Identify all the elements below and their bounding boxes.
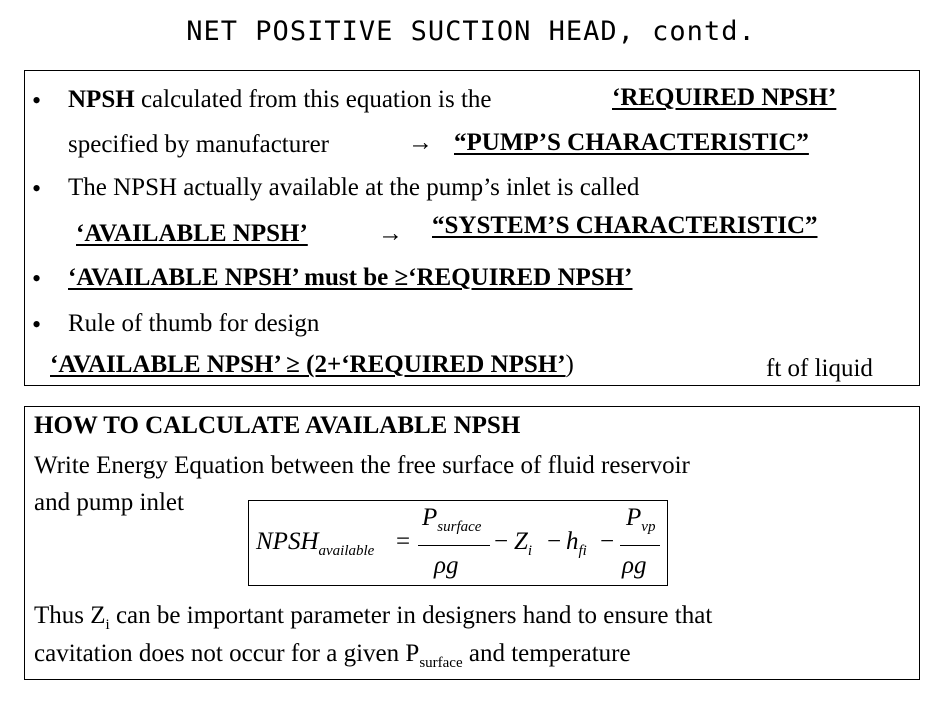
cavitation-text-a: cavitation does not occur for a given P [34,640,420,667]
bullet-1: • [32,86,42,115]
eq-p-surface [422,504,481,536]
bullet-2: • [32,174,42,203]
bullet-3-text: ‘AVAILABLE NPSH’ must be ≥‘REQUIRED NPSH’ [68,264,633,291]
system-characteristic-label: “SYSTEM’S CHARACTERISTIC” [432,212,818,239]
bullet-1-text [68,86,492,114]
eq-p2: P [626,504,642,531]
specified-by-manufacturer: specified by manufacturer [68,131,329,158]
rule-formula-paren: ) [565,351,574,378]
eq-z-sub: i [527,543,533,559]
rule-formula-bold: ‘AVAILABLE NPSH’ ≥ (2+‘REQUIRED NPSH’ [50,351,566,378]
slide-title: NET POSITIVE SUCTION HEAD, contd. [186,16,756,47]
zi-importance-line [34,602,712,634]
eq-h-main: h [566,528,579,555]
required-npsh-label: ‘REQUIRED NPSH’ [612,84,837,111]
eq-rho-g-2: ρg [622,552,647,579]
npsh-bold: NPSH [68,86,135,113]
eq-minus-1: − [494,528,509,555]
pump-inlet-line: and pump inlet [34,489,184,516]
available-npsh-label: ‘AVAILABLE NPSH’ [76,220,308,247]
eq-h-sub: fi [578,543,587,559]
p-surface-sub: surface [419,655,463,671]
eq-z-main: Z [514,528,528,555]
energy-equation-line: Write Energy Equation between the free surface of fluid reservoir [34,452,690,479]
eq-equals: = [396,528,411,555]
unit-label: ft of liquid [766,355,873,382]
cavitation-text-b: and temperature [462,640,631,667]
eq-rho-g-1: ρg [434,552,459,579]
eq-lhs [256,528,374,560]
eq-minus-3: − [600,528,615,555]
eq-minus-2: − [547,528,562,555]
bullet-2-text: The NPSH actually available at the pump’s inlet is called [68,174,640,201]
eq-p1-sub: surface [437,519,482,535]
arrow-icon: → [408,129,433,156]
zi-text-a: Thus Z [34,602,106,629]
eq-npsh-sub: available [318,543,375,559]
bullet-4: • [32,310,42,339]
eq-z [514,528,532,560]
bullet-4-text: Rule of thumb for design [68,310,320,337]
cavitation-line [34,640,631,672]
eq-p1: P [422,504,438,531]
fraction-line-1 [418,545,490,546]
rule-of-thumb-formula [50,351,574,379]
arrow-icon: → [378,220,403,247]
pump-characteristic-label: “PUMP’S CHARACTERISTIC” [454,129,809,156]
bullet-1-body: calculated from this equation is the [134,86,492,113]
calculation-heading: HOW TO CALCULATE AVAILABLE NPSH [34,412,521,439]
zi-text-b: can be important parameter in designers hand to ensure that [109,602,713,629]
bullet-3: • [32,264,42,293]
eq-npsh: NPSH [256,528,319,555]
fraction-line-2 [620,545,660,546]
eq-h [566,528,587,560]
eq-p2-sub: vp [641,519,656,535]
eq-p-vp [626,504,655,536]
zi-sub: i [105,617,110,633]
